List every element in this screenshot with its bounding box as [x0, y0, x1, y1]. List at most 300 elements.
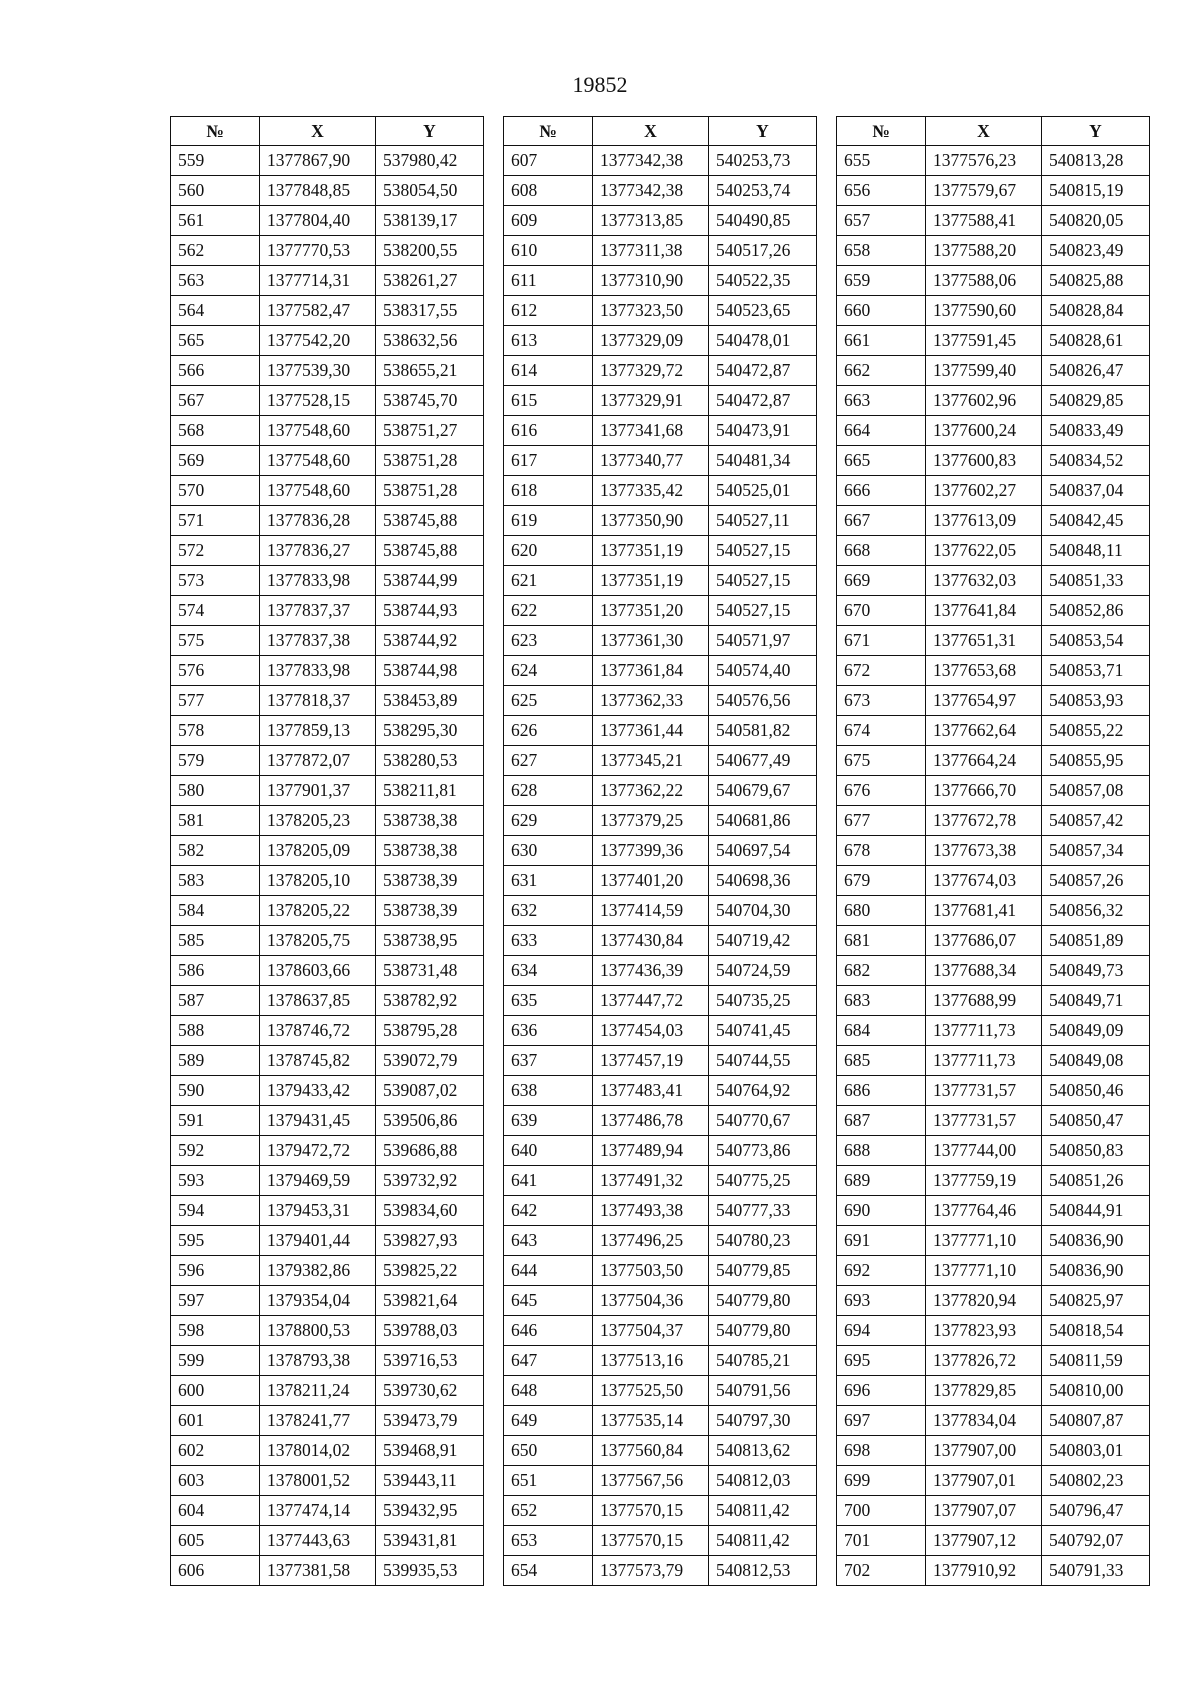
table-row: [504, 1346, 817, 1376]
cell-y: 538731,48: [376, 956, 484, 986]
cell-x: 1377907,12: [926, 1526, 1042, 1556]
table-row: [837, 146, 1150, 176]
table-row: [504, 1466, 817, 1496]
cell-number: 638: [504, 1076, 593, 1106]
cell-x: 1377731,57: [926, 1076, 1042, 1106]
cell-number: 691: [837, 1226, 926, 1256]
cell-number: 640: [504, 1136, 593, 1166]
cell-number: 645: [504, 1286, 593, 1316]
table-row: [837, 1316, 1150, 1346]
table-row: [171, 776, 484, 806]
cell-y: 540820,05: [1042, 206, 1150, 236]
cell-x: 1377548,60: [260, 476, 376, 506]
cell-x: 1377653,68: [926, 656, 1042, 686]
table-row: [504, 266, 817, 296]
cell-y: 540855,22: [1042, 716, 1150, 746]
cell-y: 540823,49: [1042, 236, 1150, 266]
cell-x: 1377673,38: [926, 836, 1042, 866]
cell-y: 540828,84: [1042, 296, 1150, 326]
cell-x: 1377345,21: [593, 746, 709, 776]
cell-x: 1378001,52: [260, 1466, 376, 1496]
cell-x: 1377622,05: [926, 536, 1042, 566]
table-row: [171, 1436, 484, 1466]
cell-number: 684: [837, 1016, 926, 1046]
cell-x: 1378745,82: [260, 1046, 376, 1076]
cell-y: 538054,50: [376, 176, 484, 206]
header-number: №: [504, 117, 593, 146]
cell-x: 1379453,31: [260, 1196, 376, 1226]
cell-x: 1377770,53: [260, 236, 376, 266]
cell-number: 698: [837, 1436, 926, 1466]
cell-x: 1378637,85: [260, 986, 376, 1016]
cell-x: 1377600,24: [926, 416, 1042, 446]
table-row: [837, 1376, 1150, 1406]
cell-y: 539468,91: [376, 1436, 484, 1466]
cell-number: 619: [504, 506, 593, 536]
table-row: [171, 1286, 484, 1316]
table-row: [171, 236, 484, 266]
table-row: [837, 896, 1150, 926]
cell-y: 539821,64: [376, 1286, 484, 1316]
table-row: [837, 566, 1150, 596]
cell-x: 1377834,04: [926, 1406, 1042, 1436]
cell-y: 540818,54: [1042, 1316, 1150, 1346]
cell-y: 540849,09: [1042, 1016, 1150, 1046]
table-row: [171, 626, 484, 656]
table-row: [171, 1376, 484, 1406]
cell-x: 1377361,84: [593, 656, 709, 686]
cell-y: 540826,47: [1042, 356, 1150, 386]
cell-number: 588: [171, 1016, 260, 1046]
table-row: [504, 176, 817, 206]
cell-number: 662: [837, 356, 926, 386]
cell-x: 1377744,00: [926, 1136, 1042, 1166]
cell-x: 1377539,30: [260, 356, 376, 386]
cell-x: 1377674,03: [926, 866, 1042, 896]
cell-number: 666: [837, 476, 926, 506]
header-x: X: [593, 117, 709, 146]
cell-x: 1377837,38: [260, 626, 376, 656]
cell-number: 560: [171, 176, 260, 206]
table-row: [171, 896, 484, 926]
cell-x: 1378205,23: [260, 806, 376, 836]
cell-number: 642: [504, 1196, 593, 1226]
table-row: [504, 386, 817, 416]
table-row: [837, 716, 1150, 746]
table-row: [171, 296, 484, 326]
table-row: [504, 1016, 817, 1046]
cell-y: 540744,55: [709, 1046, 817, 1076]
cell-x: 1377436,39: [593, 956, 709, 986]
cell-y: 538317,55: [376, 296, 484, 326]
cell-number: 607: [504, 146, 593, 176]
cell-number: 682: [837, 956, 926, 986]
cell-y: 540850,83: [1042, 1136, 1150, 1166]
cell-number: 694: [837, 1316, 926, 1346]
cell-x: 1377430,84: [593, 926, 709, 956]
cell-y: 540581,82: [709, 716, 817, 746]
cell-y: 540780,23: [709, 1226, 817, 1256]
cell-number: 701: [837, 1526, 926, 1556]
header-y: Y: [376, 117, 484, 146]
table-row: [504, 746, 817, 776]
cell-number: 612: [504, 296, 593, 326]
table-row: [504, 1436, 817, 1466]
cell-y: 540815,19: [1042, 176, 1150, 206]
cell-y: 540478,01: [709, 326, 817, 356]
cell-y: 539087,02: [376, 1076, 484, 1106]
cell-number: 646: [504, 1316, 593, 1346]
table-row: [171, 716, 484, 746]
cell-y: 537980,42: [376, 146, 484, 176]
cell-number: 696: [837, 1376, 926, 1406]
cell-y: 540836,90: [1042, 1226, 1150, 1256]
table-row: [171, 446, 484, 476]
cell-number: 659: [837, 266, 926, 296]
table-row: [171, 986, 484, 1016]
cell-x: 1377602,27: [926, 476, 1042, 506]
cell-x: 1377588,06: [926, 266, 1042, 296]
cell-x: 1377588,20: [926, 236, 1042, 266]
cell-x: 1377486,78: [593, 1106, 709, 1136]
cell-number: 649: [504, 1406, 593, 1436]
cell-number: 667: [837, 506, 926, 536]
cell-number: 650: [504, 1436, 593, 1466]
header-y: Y: [1042, 117, 1150, 146]
header-number: №: [837, 117, 926, 146]
cell-x: 1377804,40: [260, 206, 376, 236]
table-row: [837, 1016, 1150, 1046]
cell-x: 1377342,38: [593, 146, 709, 176]
table-row: [171, 356, 484, 386]
cell-y: 540855,95: [1042, 746, 1150, 776]
cell-y: 540852,86: [1042, 596, 1150, 626]
cell-number: 700: [837, 1496, 926, 1526]
cell-number: 681: [837, 926, 926, 956]
cell-y: 539431,81: [376, 1526, 484, 1556]
cell-y: 538632,56: [376, 326, 484, 356]
table-row: [504, 1556, 817, 1586]
cell-number: 665: [837, 446, 926, 476]
table-row: [837, 1466, 1150, 1496]
cell-number: 587: [171, 986, 260, 1016]
cell-x: 1377525,50: [593, 1376, 709, 1406]
cell-y: 540697,54: [709, 836, 817, 866]
cell-y: 538655,21: [376, 356, 484, 386]
cell-number: 674: [837, 716, 926, 746]
cell-x: 1377867,90: [260, 146, 376, 176]
cell-number: 577: [171, 686, 260, 716]
cell-x: 1377731,57: [926, 1106, 1042, 1136]
cell-y: 540849,08: [1042, 1046, 1150, 1076]
cell-number: 643: [504, 1226, 593, 1256]
table-row: [837, 1526, 1150, 1556]
cell-number: 601: [171, 1406, 260, 1436]
cell-x: 1377362,22: [593, 776, 709, 806]
cell-number: 679: [837, 866, 926, 896]
cell-x: 1377599,40: [926, 356, 1042, 386]
cell-x: 1377454,03: [593, 1016, 709, 1046]
cell-y: 539473,79: [376, 1406, 484, 1436]
table-row: [504, 1256, 817, 1286]
table-row: [837, 656, 1150, 686]
cell-x: 1377686,07: [926, 926, 1042, 956]
coordinates-table-2: [503, 116, 817, 1586]
cell-number: 651: [504, 1466, 593, 1496]
table-row: [171, 326, 484, 356]
cell-y: 538745,88: [376, 536, 484, 566]
table-row: [837, 956, 1150, 986]
cell-y: 539834,60: [376, 1196, 484, 1226]
cell-y: 540850,47: [1042, 1106, 1150, 1136]
cell-number: 578: [171, 716, 260, 746]
cell-number: 609: [504, 206, 593, 236]
cell-number: 559: [171, 146, 260, 176]
table-row: [504, 236, 817, 266]
cell-y: 540853,54: [1042, 626, 1150, 656]
table-row: [837, 296, 1150, 326]
cell-number: 576: [171, 656, 260, 686]
cell-x: 1378746,72: [260, 1016, 376, 1046]
cell-x: 1377351,19: [593, 566, 709, 596]
cell-number: 693: [837, 1286, 926, 1316]
cell-number: 644: [504, 1256, 593, 1286]
cell-y: 540807,87: [1042, 1406, 1150, 1436]
cell-y: 540797,30: [709, 1406, 817, 1436]
table-row: [504, 926, 817, 956]
table-row: [504, 1046, 817, 1076]
table-row: [171, 1016, 484, 1046]
cell-y: 540849,71: [1042, 986, 1150, 1016]
cell-y: 540853,71: [1042, 656, 1150, 686]
cell-number: 589: [171, 1046, 260, 1076]
table-row: [504, 446, 817, 476]
table-row: [837, 776, 1150, 806]
cell-x: 1377836,28: [260, 506, 376, 536]
cell-x: 1377632,03: [926, 566, 1042, 596]
cell-x: 1377483,41: [593, 1076, 709, 1106]
cell-number: 690: [837, 1196, 926, 1226]
cell-number: 597: [171, 1286, 260, 1316]
cell-x: 1377848,85: [260, 176, 376, 206]
cell-x: 1379433,42: [260, 1076, 376, 1106]
cell-y: 540527,15: [709, 536, 817, 566]
cell-number: 616: [504, 416, 593, 446]
cell-number: 668: [837, 536, 926, 566]
cell-x: 1377513,16: [593, 1346, 709, 1376]
cell-x: 1377664,24: [926, 746, 1042, 776]
table-row: [504, 506, 817, 536]
table-row: [504, 1526, 817, 1556]
cell-x: 1377457,19: [593, 1046, 709, 1076]
cell-number: 680: [837, 896, 926, 926]
table-row: [837, 386, 1150, 416]
cell-x: 1377872,07: [260, 746, 376, 776]
table-row: [837, 1046, 1150, 1076]
cell-number: 637: [504, 1046, 593, 1076]
cell-y: 540792,07: [1042, 1526, 1150, 1556]
cell-y: 540856,32: [1042, 896, 1150, 926]
cell-y: 538295,30: [376, 716, 484, 746]
cell-y: 538744,93: [376, 596, 484, 626]
table-row: [171, 1496, 484, 1526]
cell-y: 539716,53: [376, 1346, 484, 1376]
cell-x: 1377833,98: [260, 566, 376, 596]
cell-x: 1377474,14: [260, 1496, 376, 1526]
cell-x: 1378014,02: [260, 1436, 376, 1466]
cell-number: 593: [171, 1166, 260, 1196]
cell-number: 605: [171, 1526, 260, 1556]
table-row: [171, 1466, 484, 1496]
header-x: X: [260, 117, 376, 146]
cell-x: 1377681,41: [926, 896, 1042, 926]
cell-x: 1377361,44: [593, 716, 709, 746]
table-row: [504, 836, 817, 866]
table-row: [837, 1556, 1150, 1586]
cell-x: 1377350,90: [593, 506, 709, 536]
cell-number: 573: [171, 566, 260, 596]
cell-y: 540825,97: [1042, 1286, 1150, 1316]
cell-number: 624: [504, 656, 593, 686]
table-row: [837, 746, 1150, 776]
cell-y: 540803,01: [1042, 1436, 1150, 1466]
cell-y: 540834,52: [1042, 446, 1150, 476]
cell-y: 538211,81: [376, 776, 484, 806]
cell-number: 658: [837, 236, 926, 266]
cell-number: 575: [171, 626, 260, 656]
cell-y: 540764,92: [709, 1076, 817, 1106]
table-row: [171, 1406, 484, 1436]
cell-y: 540472,87: [709, 386, 817, 416]
cell-x: 1377590,60: [926, 296, 1042, 326]
table-row: [837, 1166, 1150, 1196]
cell-y: 538139,17: [376, 206, 484, 236]
table-row: [171, 956, 484, 986]
table-row: [837, 536, 1150, 566]
cell-number: 633: [504, 926, 593, 956]
cell-x: 1377823,93: [926, 1316, 1042, 1346]
cell-x: 1377310,90: [593, 266, 709, 296]
table-row: [504, 296, 817, 326]
cell-x: 1377901,37: [260, 776, 376, 806]
cell-number: 669: [837, 566, 926, 596]
cell-x: 1378205,09: [260, 836, 376, 866]
cell-y: 540779,80: [709, 1316, 817, 1346]
cell-number: 631: [504, 866, 593, 896]
table-row: [837, 1226, 1150, 1256]
table-row: [504, 1286, 817, 1316]
table-row: [171, 1346, 484, 1376]
cell-x: 1377818,37: [260, 686, 376, 716]
table-row: [504, 1076, 817, 1106]
cell-x: 1377826,72: [926, 1346, 1042, 1376]
cell-number: 648: [504, 1376, 593, 1406]
cell-x: 1377711,73: [926, 1046, 1042, 1076]
table-row: [837, 176, 1150, 206]
cell-number: 661: [837, 326, 926, 356]
cell-y: 540811,59: [1042, 1346, 1150, 1376]
cell-y: 538744,99: [376, 566, 484, 596]
cell-y: 539935,53: [376, 1556, 484, 1586]
cell-x: 1377351,20: [593, 596, 709, 626]
cell-x: 1378793,38: [260, 1346, 376, 1376]
table-row: [171, 686, 484, 716]
cell-x: 1377401,20: [593, 866, 709, 896]
cell-number: 604: [171, 1496, 260, 1526]
cell-y: 540741,45: [709, 1016, 817, 1046]
cell-y: 540837,04: [1042, 476, 1150, 506]
cell-x: 1377602,96: [926, 386, 1042, 416]
cell-number: 639: [504, 1106, 593, 1136]
table-row: [504, 986, 817, 1016]
cell-x: 1377528,15: [260, 386, 376, 416]
table-row: [504, 806, 817, 836]
table-row: [504, 1136, 817, 1166]
cell-y: 540850,46: [1042, 1076, 1150, 1106]
cell-number: 647: [504, 1346, 593, 1376]
table-row: [504, 1106, 817, 1136]
table-row: [504, 1406, 817, 1436]
cell-number: 615: [504, 386, 593, 416]
cell-y: 538280,53: [376, 746, 484, 776]
cell-number: 602: [171, 1436, 260, 1466]
cell-y: 540770,67: [709, 1106, 817, 1136]
cell-y: 540851,26: [1042, 1166, 1150, 1196]
cell-x: 1377820,94: [926, 1286, 1042, 1316]
cell-number: 620: [504, 536, 593, 566]
cell-number: 594: [171, 1196, 260, 1226]
cell-number: 664: [837, 416, 926, 446]
cell-y: 538200,55: [376, 236, 484, 266]
cell-x: 1379472,72: [260, 1136, 376, 1166]
cell-number: 603: [171, 1466, 260, 1496]
cell-number: 692: [837, 1256, 926, 1286]
cell-number: 654: [504, 1556, 593, 1586]
cell-number: 568: [171, 416, 260, 446]
cell-y: 540851,33: [1042, 566, 1150, 596]
table-row: [837, 266, 1150, 296]
cell-y: 538744,98: [376, 656, 484, 686]
cell-y: 540253,73: [709, 146, 817, 176]
table-row: [171, 416, 484, 446]
cell-y: 540791,56: [709, 1376, 817, 1406]
cell-y: 539432,95: [376, 1496, 484, 1526]
cell-x: 1377399,36: [593, 836, 709, 866]
table-row: [504, 1196, 817, 1226]
cell-y: 540849,73: [1042, 956, 1150, 986]
cell-number: 688: [837, 1136, 926, 1166]
cell-number: 699: [837, 1466, 926, 1496]
cell-number: 606: [171, 1556, 260, 1586]
cell-y: 540833,49: [1042, 416, 1150, 446]
cell-y: 540775,25: [709, 1166, 817, 1196]
cell-x: 1377443,63: [260, 1526, 376, 1556]
cell-y: 540525,01: [709, 476, 817, 506]
cell-x: 1377342,38: [593, 176, 709, 206]
cell-y: 538738,38: [376, 836, 484, 866]
cell-x: 1377651,31: [926, 626, 1042, 656]
table-row: [171, 1556, 484, 1586]
cell-x: 1379431,45: [260, 1106, 376, 1136]
cell-x: 1377567,56: [593, 1466, 709, 1496]
cell-y: 540848,11: [1042, 536, 1150, 566]
cell-x: 1379354,04: [260, 1286, 376, 1316]
cell-y: 540836,90: [1042, 1256, 1150, 1286]
table-row: [171, 386, 484, 416]
cell-y: 538745,70: [376, 386, 484, 416]
cell-x: 1377688,34: [926, 956, 1042, 986]
cell-number: 584: [171, 896, 260, 926]
